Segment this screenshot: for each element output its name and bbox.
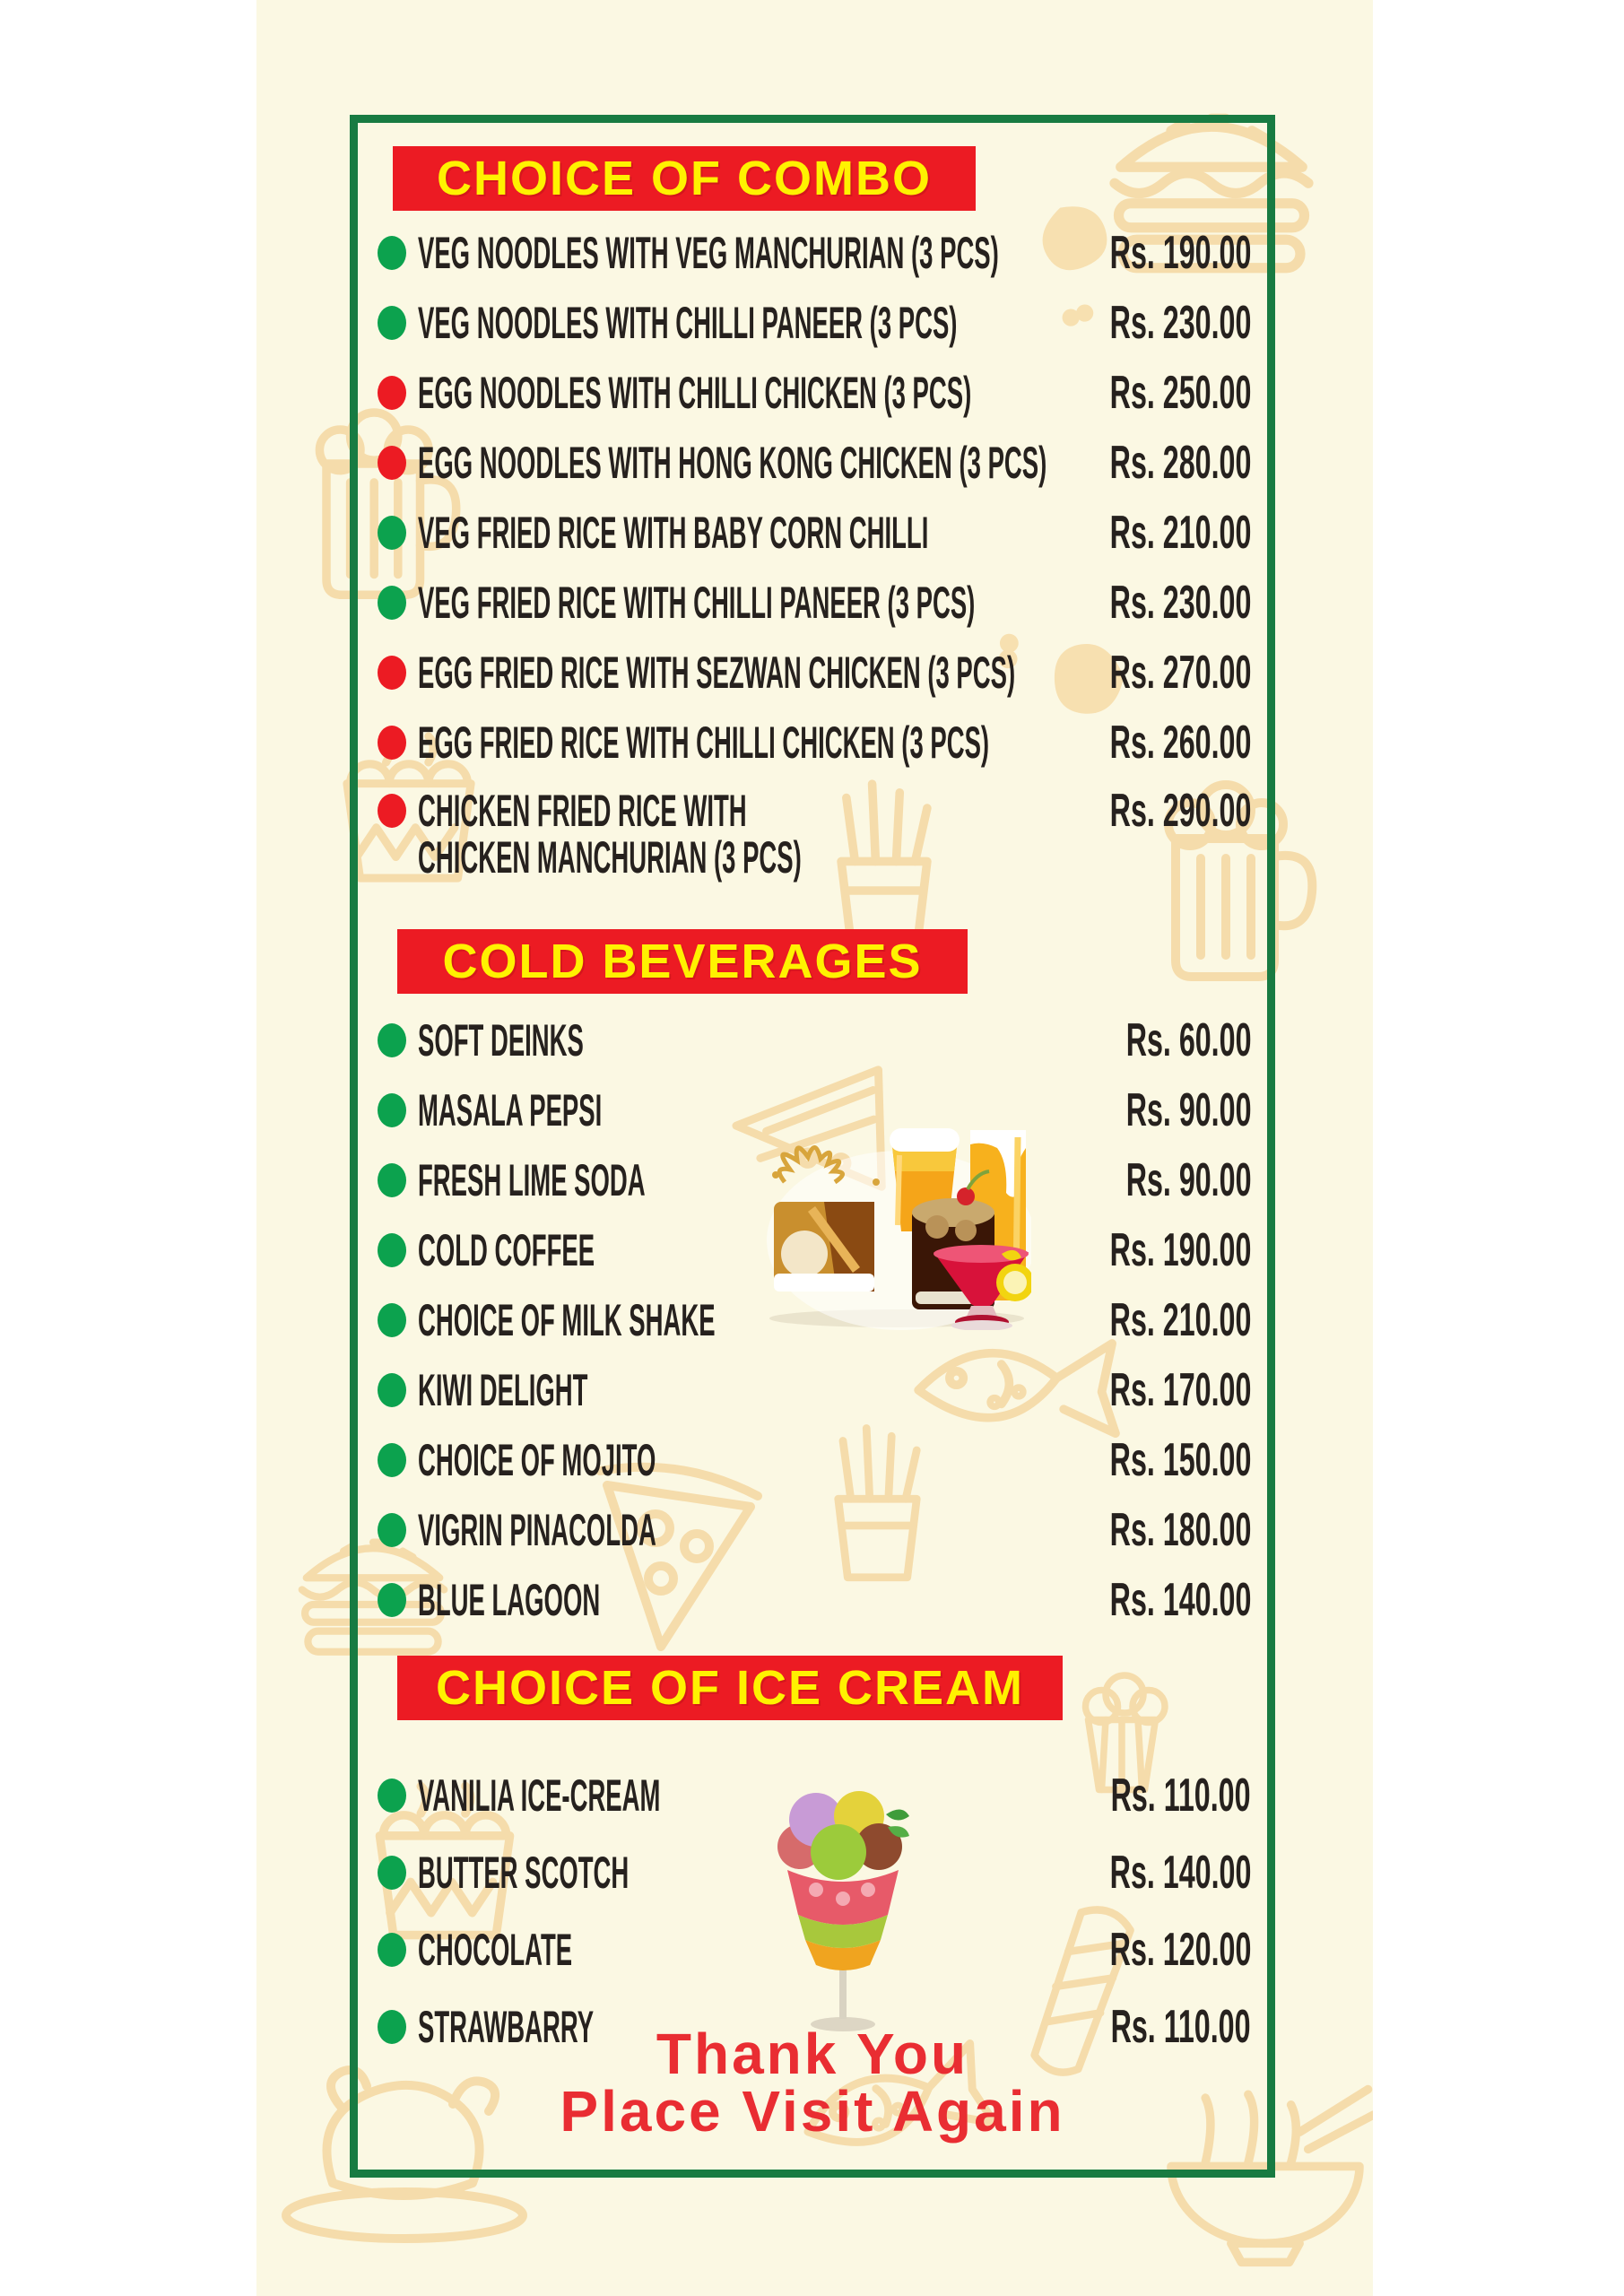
veg-indicator-icon	[378, 306, 406, 340]
item-price: Rs. 60.00	[1125, 1014, 1251, 1066]
menu-item-row	[378, 438, 1251, 488]
item-name: CHOICE OF MOJITO	[418, 1435, 656, 1485]
menu-frame	[350, 115, 1275, 2178]
item-price: Rs. 90.00	[1125, 1154, 1251, 1206]
section-title: COLD BEVERAGES	[442, 935, 923, 988]
veg-indicator-icon	[378, 236, 406, 270]
item-name: VEG FRIED RICE WITH BABY CORN CHILLI	[418, 508, 929, 558]
menu-item-row	[378, 578, 1251, 628]
menu-item-row	[378, 228, 1251, 278]
menu-item-row	[378, 1365, 1251, 1415]
item-name: COLD COFFEE	[418, 1225, 595, 1275]
item-name: VEG FRIED RICE WITH CHILLI PANEER (3 PCS)	[418, 578, 976, 628]
cold-drinks-photo	[758, 1119, 1031, 1330]
veg-indicator-icon	[378, 1093, 406, 1127]
nonveg-indicator-icon	[378, 726, 406, 760]
item-price: Rs. 90.00	[1125, 1084, 1251, 1136]
section-header-cold-beverages	[397, 929, 968, 994]
item-price: Rs. 190.00	[1109, 1224, 1251, 1276]
menu-item-row	[378, 1435, 1251, 1485]
section-header-choice-of-combo	[393, 146, 976, 211]
item-price: Rs. 250.00	[1109, 367, 1251, 419]
item-name: EGG NOODLES WITH HONG KONG CHICKEN (3 PCS)	[418, 438, 1047, 488]
menu-item-row	[378, 1575, 1251, 1625]
beverages-items-list	[358, 1015, 1267, 1645]
item-price: Rs. 230.00	[1109, 297, 1251, 349]
item-price: Rs. 140.00	[1109, 1847, 1251, 1899]
item-price: Rs. 180.00	[1109, 1504, 1251, 1556]
footer-visit-again: Place Visit Again	[560, 2079, 1065, 2144]
veg-indicator-icon	[378, 516, 406, 550]
ice-cream-sundae-photo	[753, 1780, 933, 2040]
item-price: Rs. 210.00	[1109, 507, 1251, 559]
veg-indicator-icon	[378, 1856, 406, 1890]
item-price: Rs. 150.00	[1109, 1434, 1251, 1486]
veg-indicator-icon	[378, 1023, 406, 1057]
menu-item-row	[378, 1015, 1251, 1065]
combo-items-list	[358, 228, 1267, 902]
item-name: BUTTER SCOTCH	[418, 1848, 630, 1898]
item-price: Rs. 120.00	[1109, 1924, 1251, 1976]
item-price: Rs. 270.00	[1109, 647, 1251, 699]
veg-indicator-icon	[378, 1443, 406, 1477]
item-price: Rs. 190.00	[1109, 227, 1251, 279]
nonveg-indicator-icon	[378, 794, 406, 828]
section-title: CHOICE OF ICE CREAM	[435, 1661, 1025, 1715]
item-name: VEG NOODLES WITH CHILLI PANEER (3 PCS)	[418, 298, 958, 348]
veg-indicator-icon	[378, 1163, 406, 1197]
item-name: CHOICE OF MILK SHAKE	[418, 1295, 716, 1345]
menu-item-row	[378, 508, 1251, 558]
item-price: Rs. 230.00	[1109, 577, 1251, 629]
item-name: FRESH LIME SODA	[418, 1155, 646, 1205]
menu-item-row	[378, 648, 1251, 698]
item-price: Rs. 210.00	[1109, 1294, 1251, 1346]
item-price: Rs. 260.00	[1109, 717, 1251, 769]
menu-item-row	[378, 368, 1251, 418]
nonveg-indicator-icon	[378, 656, 406, 690]
item-price: Rs. 140.00	[1109, 1574, 1251, 1626]
veg-indicator-icon	[378, 1513, 406, 1547]
item-name: BLUE LAGOON	[418, 1575, 601, 1625]
veg-indicator-icon	[378, 586, 406, 620]
menu-item-row	[378, 718, 1251, 768]
item-name: EGG FRIED RICE WITH SEZWAN CHICKEN (3 PCS)	[418, 648, 1016, 698]
section-title: CHOICE OF COMBO	[437, 152, 932, 205]
item-name: MASALA PEPSI	[418, 1085, 603, 1135]
item-name: VIGRIN PINACOLDA	[418, 1505, 656, 1555]
item-name: VEG NOODLES WITH VEG MANCHURIAN (3 PCS)	[418, 228, 999, 278]
item-name: EGG FRIED RICE WITH CHILLI CHICKEN (3 PCS)	[418, 718, 990, 768]
veg-indicator-icon	[378, 1933, 406, 1967]
item-price: Rs. 280.00	[1109, 437, 1251, 489]
footer-thank-you: Thank You	[656, 2022, 969, 2086]
item-price: Rs. 110.00	[1111, 1770, 1251, 1822]
menu-item-row	[378, 787, 1251, 883]
veg-indicator-icon	[378, 1373, 406, 1407]
item-price: Rs. 110.00	[1111, 2001, 1251, 2053]
item-name: CHICKEN FRIED RICE WITH CHICKEN MANCHURIAN (3 PCS)	[418, 786, 802, 883]
veg-indicator-icon	[378, 1303, 406, 1337]
nonveg-indicator-icon	[378, 446, 406, 480]
item-price: Rs. 290.00	[1109, 785, 1251, 837]
menu-item-row	[378, 298, 1251, 348]
veg-indicator-icon	[378, 1779, 406, 1813]
veg-indicator-icon	[378, 1583, 406, 1617]
nonveg-indicator-icon	[378, 376, 406, 410]
item-name: SOFT DEINKS	[418, 1015, 584, 1065]
item-name: VANILIA ICE-CREAM	[418, 1770, 661, 1821]
item-name: CHOCOLATE	[418, 1925, 573, 1975]
veg-indicator-icon	[378, 1233, 406, 1267]
item-name: EGG NOODLES WITH CHILLI CHICKEN (3 PCS)	[418, 368, 972, 418]
item-name: STRAWBARRY	[418, 2002, 595, 2052]
item-name: KIWI DELIGHT	[418, 1365, 588, 1415]
menu-item-row	[378, 1505, 1251, 1555]
section-header-choice-of-ice-cream	[397, 1656, 1063, 1720]
item-price: Rs. 170.00	[1109, 1364, 1251, 1416]
